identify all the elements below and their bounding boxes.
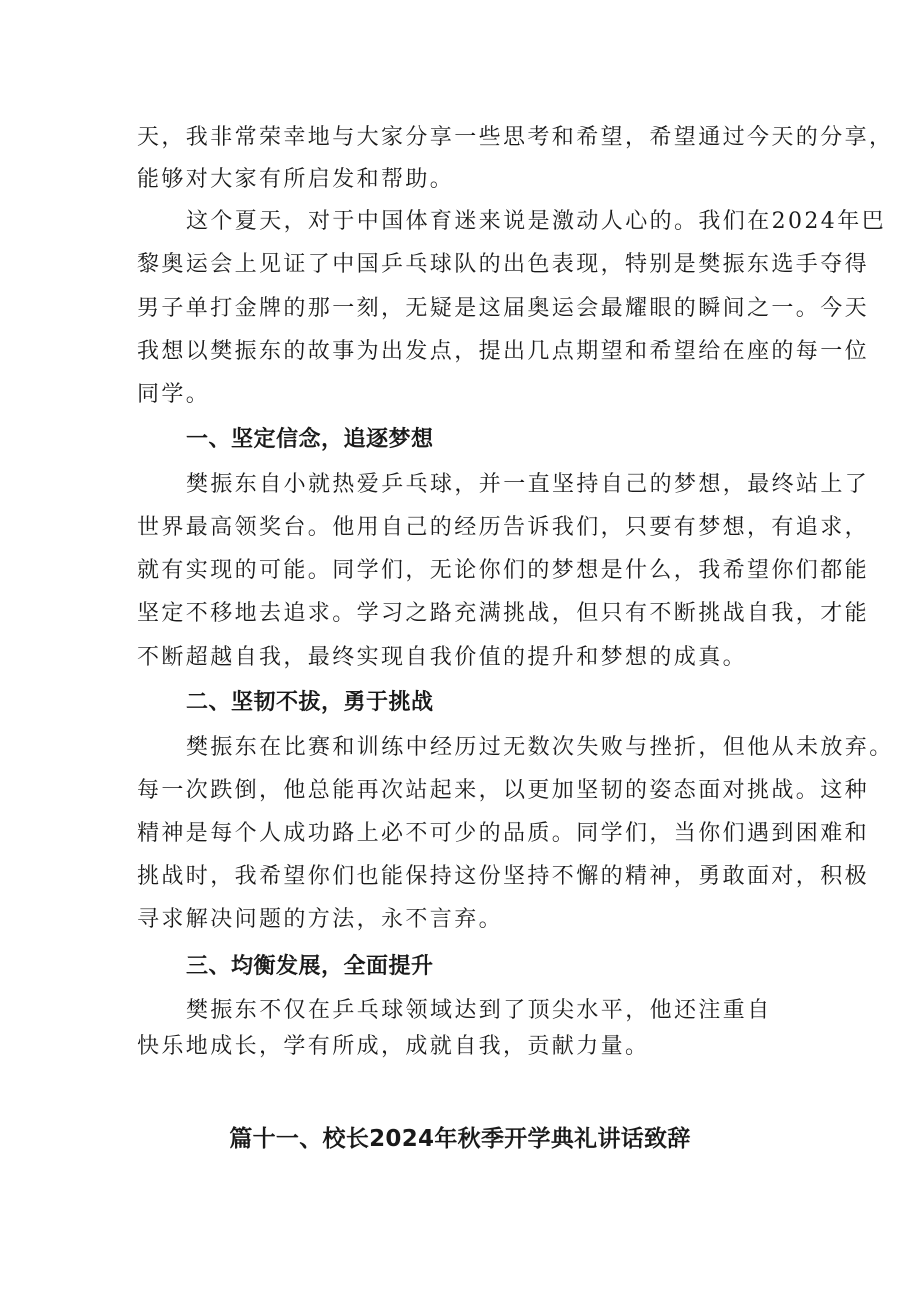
section-1-heading: 一、坚定信念，追逐梦想: [186, 427, 434, 452]
summer-line-2: 黎奥运会上见证了中国乒乓球队的出色表现，特别是樊振东选手夺得: [137, 252, 870, 277]
section-2-line-4: 挑战时，我希望你们也能保持这份坚持不懈的精神，勇敢面对，积极: [137, 864, 870, 889]
section-1-line-5: 不断超越自我，最终实现自我价值的提升和梦想的成真。: [137, 645, 748, 670]
summer-line-3: 男子单打金牌的那一刻，无疑是这届奥运会最耀眼的瞬间之一。今天: [137, 296, 870, 321]
intro-line-2: 能够对大家有所启发和帮助。: [137, 167, 455, 192]
section-1-line-1: 樊振东自小就热爱乒乓球，并一直坚持自己的梦想，最终站上了: [186, 472, 870, 497]
intro-line-1: 天，我非常荣幸地与大家分享一些思考和希望，希望通过今天的分享，: [137, 125, 894, 150]
section-3-heading: 三、均衡发展，全面提升: [186, 954, 434, 979]
section-1-line-2: 世界最高领奖台。他用自己的经历告诉我们，只要有梦想，有追求，: [137, 515, 870, 540]
section-1-line-3: 就有实现的可能。同学们，无论你们的梦想是什么，我希望你们都能: [137, 558, 870, 583]
section-2-line-3: 精神是每个人成功路上必不可少的品质。同学们，当你们遇到困难和: [137, 821, 870, 846]
section-2-line-5: 寻求解决问题的方法，永不言弃。: [137, 907, 504, 932]
summer-line-5: 同学。: [137, 382, 211, 407]
next-article-title: 篇十一、校长2024年秋季开学典礼讲话致辞: [229, 1126, 691, 1152]
section-2-line-1: 樊振东在比赛和训练中经历过无数次失败与挫折，但他从未放弃。: [186, 735, 894, 760]
summer-line-1: 这个夏天，对于中国体育迷来说是激动人心的。我们在2024年巴: [186, 209, 886, 234]
summer-line-4: 我想以樊振东的故事为出发点，提出几点期望和希望给在座的每一位: [137, 339, 870, 364]
section-1-line-4: 坚定不移地去追求。学习之路充满挑战，但只有不断挑战自我，才能: [137, 601, 870, 626]
section-2-heading: 二、坚韧不拔，勇于挑战: [186, 690, 434, 715]
section-3-line-1: 樊振东不仅在乒乓球领域达到了顶尖水平，他还注重自: [186, 998, 772, 1023]
section-2-line-2: 每一次跌倒，他总能再次站起来，以更加坚韧的姿态面对挑战。这种: [137, 778, 870, 803]
section-3-line-2: 快乐地成长，学有所成，成就自我，贡献力量。: [137, 1034, 650, 1059]
